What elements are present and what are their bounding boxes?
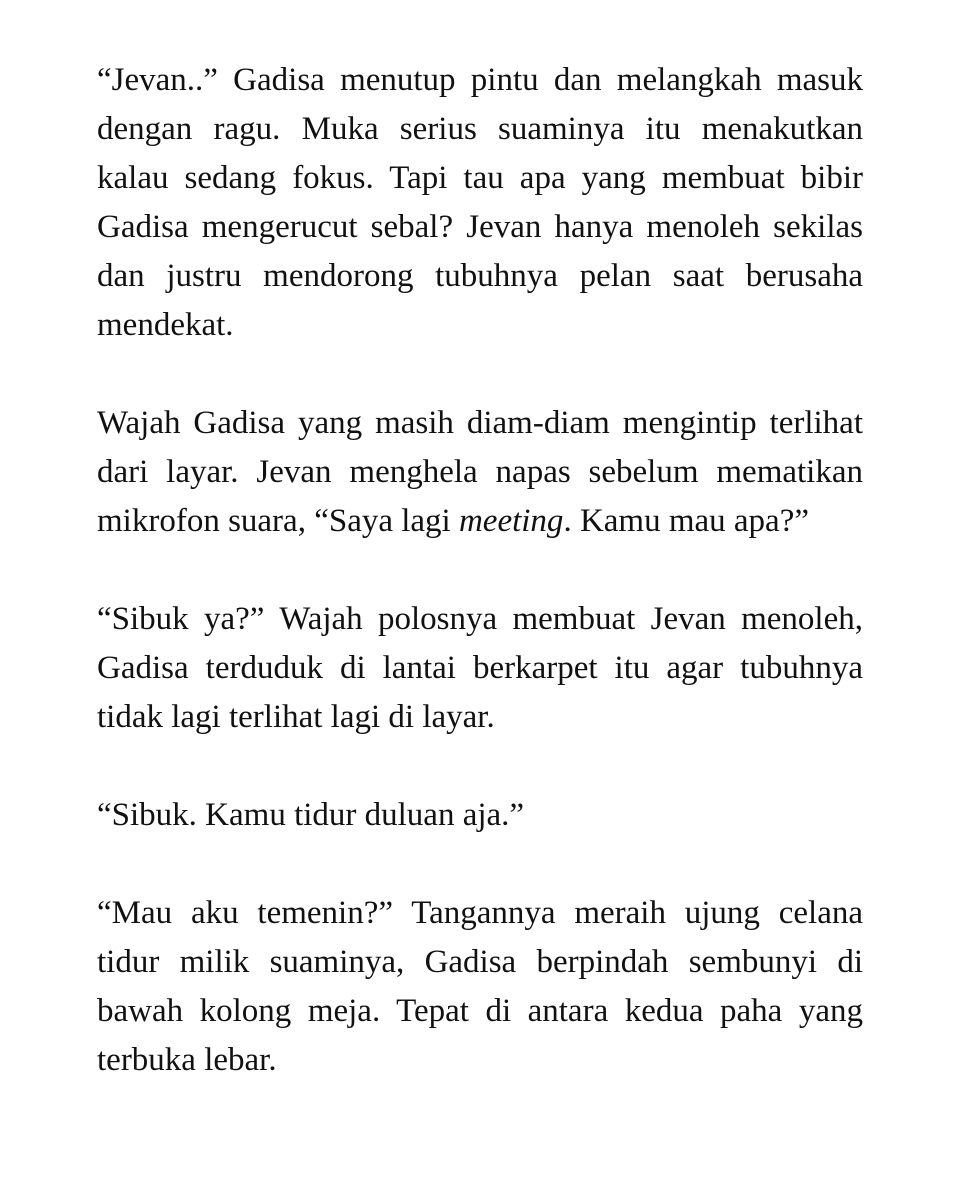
paragraph-2-italic-word: meeting [458, 503, 564, 539]
paragraph-4: “Sibuk. Kamu tidur duluan aja.” [97, 797, 525, 833]
paragraph-2 [97, 399, 863, 546]
story-page [97, 56, 863, 1085]
paragraph-2-text-start: Wajah Gadisa yang masih diam-diam mengintip terlihat dari layar. Jevan menghela napas sebelum mematikan mikrofon suara, “Saya lagi [97, 405, 863, 539]
paragraph-3: “Sibuk ya?” Wajah polosnya membuat Jevan menoleh, Gadisa terduduk di lantai berkarpet itu agar tubuhnya tidak lagi terlihat lagi di layar. [97, 601, 863, 735]
paragraph-2-text-end: . Kamu mau apa?” [563, 503, 809, 539]
paragraph-5: “Mau aku temenin?” Tangannya meraih ujung celana tidur milik suaminya, Gadisa berpindah sembunyi di bawah kolong meja. Tepat di antara kedua paha yang terbuka lebar. [97, 895, 863, 1078]
paragraph-1: “Jevan..” Gadisa menutup pintu dan melangkah masuk dengan ragu. Muka serius suaminya itu menakutkan kalau sedang fokus. Tapi tau apa yang membuat bibir Gadisa mengerucut sebal? Jevan hanya menoleh sekilas dan justru mendorong tubuhnya pelan saat berusaha mendekat. [97, 62, 863, 343]
